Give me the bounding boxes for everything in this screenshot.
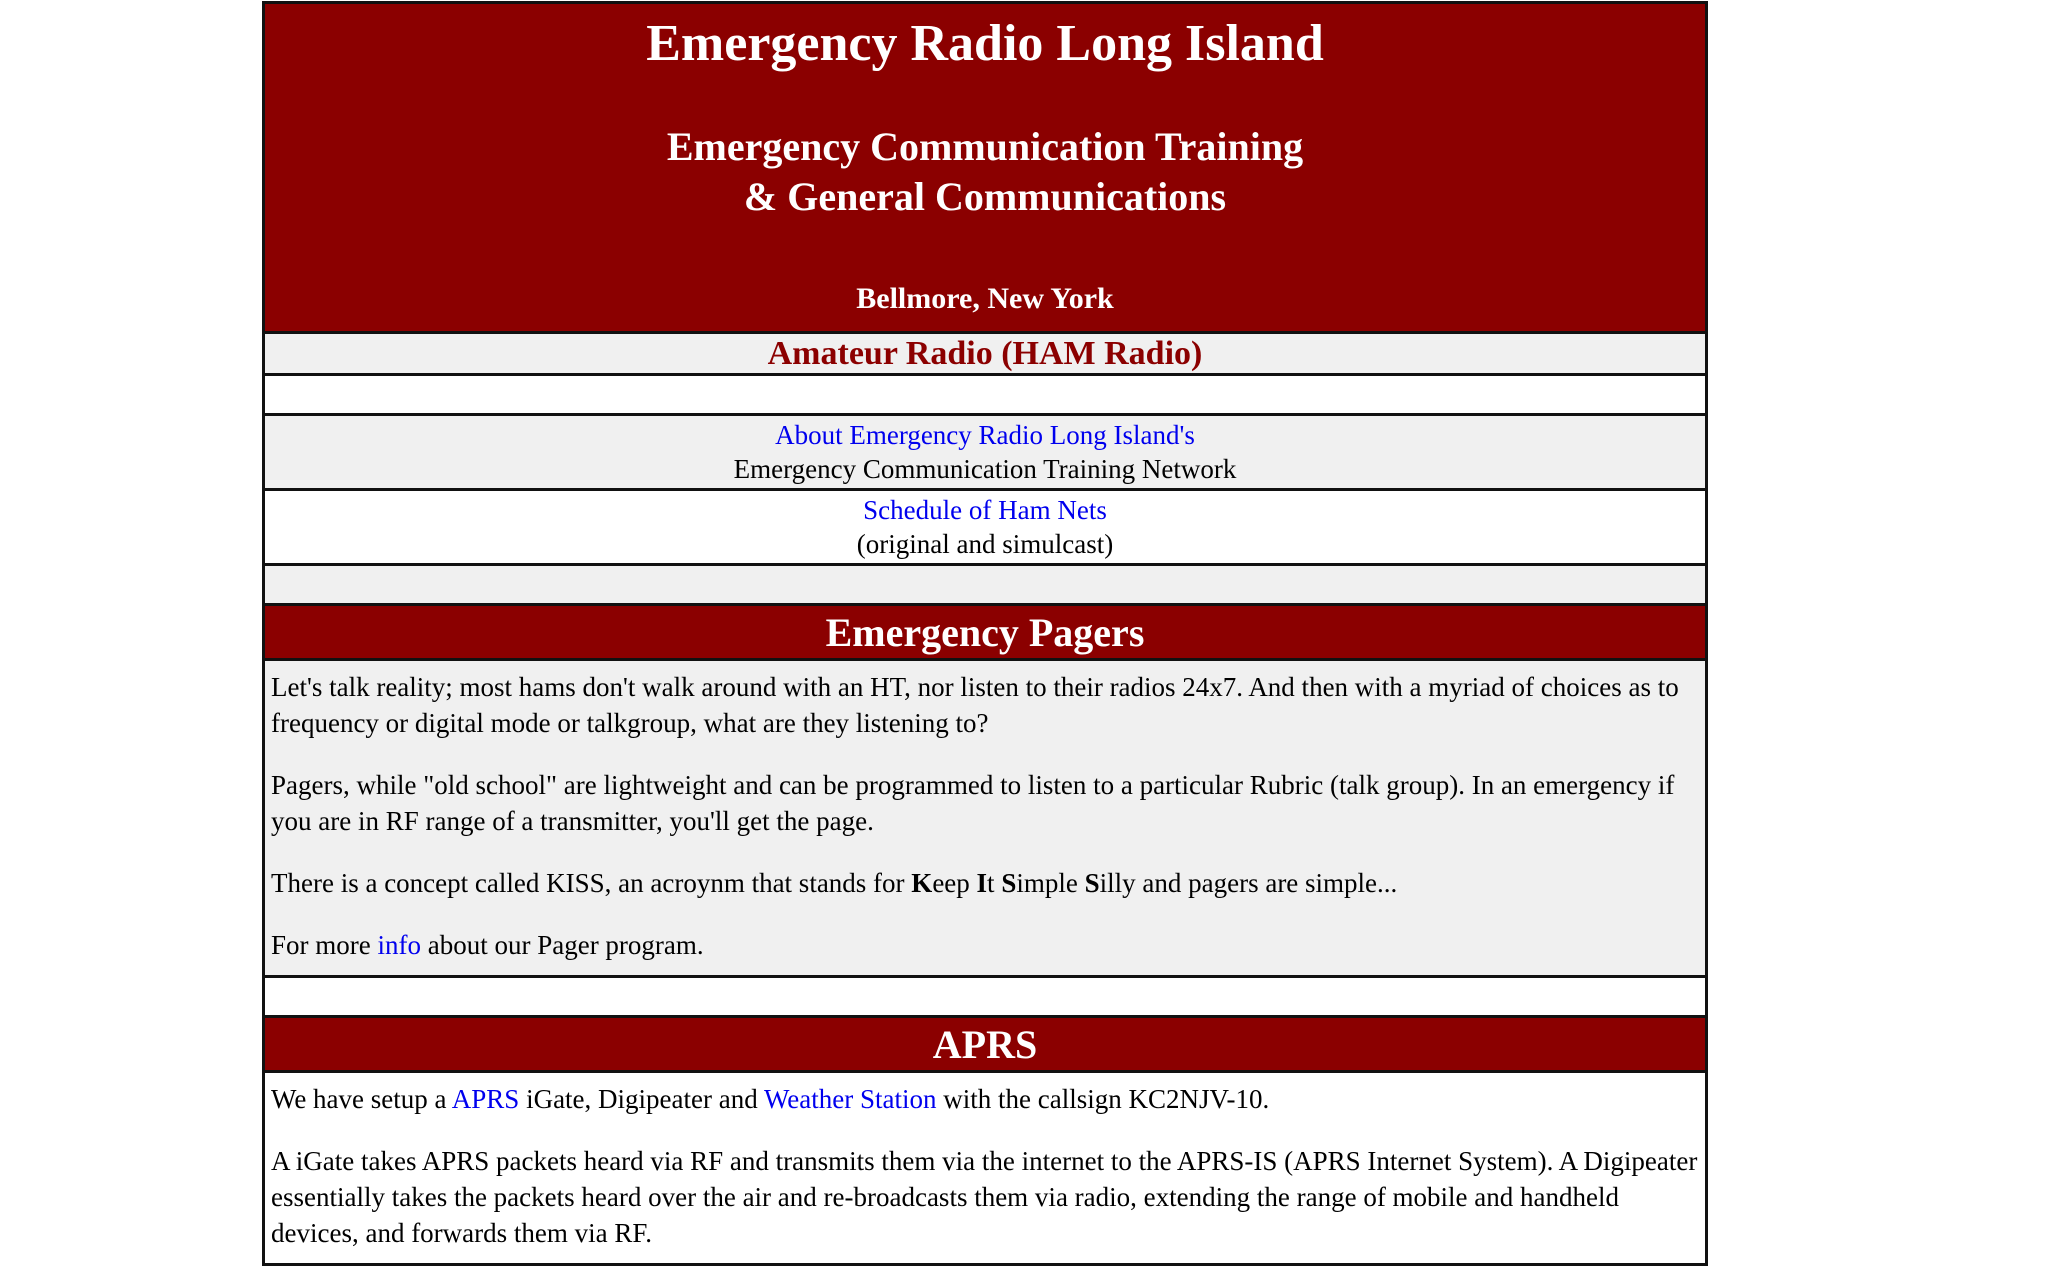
text-run: For more <box>271 930 378 960</box>
emergency-pagers-heading-cell <box>264 605 1707 660</box>
text-run: We have setup a <box>271 1084 452 1114</box>
schedule-subtext: (original and simulcast) <box>856 529 1114 559</box>
banner-row <box>264 3 1707 333</box>
aprs-heading: APRS <box>932 1021 1038 1067</box>
bold-text: K <box>911 868 933 898</box>
amateur-radio-heading: Amateur Radio (HAM Radio) <box>767 334 1203 372</box>
paragraph <box>271 1081 1699 1117</box>
bold-text: S <box>1084 868 1100 898</box>
about-cell <box>264 415 1707 490</box>
site-banner <box>264 3 1707 333</box>
aprs-heading-cell <box>264 1017 1707 1072</box>
emergency-pagers-heading-row <box>264 605 1707 660</box>
subtitle-line2: & General Communications <box>743 174 1227 219</box>
spacer-cell <box>264 977 1707 1017</box>
spacer-cell <box>264 375 1707 415</box>
text-run: t <box>987 868 1002 898</box>
aprs-body-row <box>264 1072 1707 1265</box>
aprs-link[interactable]: APRS <box>451 1084 520 1114</box>
spacer-row-3 <box>264 977 1707 1017</box>
text-run: eep <box>932 868 977 898</box>
paragraph <box>271 1143 1699 1251</box>
site-location: Bellmore, New York <box>856 282 1114 315</box>
paragraph <box>271 865 1699 901</box>
text-run: There is a concept called KISS, an acroynm that stands for <box>271 868 912 898</box>
main-table <box>262 1 1708 1266</box>
aprs-body <box>264 1072 1707 1265</box>
text-run: illy and pagers are simple... <box>1099 868 1398 898</box>
about-row <box>264 415 1707 490</box>
amateur-radio-heading-cell <box>264 333 1707 375</box>
site-subtitle <box>265 122 1705 222</box>
schedule-cell <box>264 490 1707 565</box>
paragraph <box>271 767 1699 839</box>
text-run: about our Pager program. <box>420 930 704 960</box>
text-run: imple <box>1016 868 1085 898</box>
paragraph <box>271 669 1699 741</box>
about-erli-subtext: Emergency Communication Training Network <box>733 454 1237 484</box>
about-erli-link[interactable]: About Emergency Radio Long Island's <box>775 420 1195 450</box>
weather-station-link[interactable]: Weather Station <box>763 1084 937 1114</box>
bold-text: S <box>1001 868 1017 898</box>
subtitle-line1: Emergency Communication Training <box>666 124 1304 169</box>
pager-info-link[interactable]: info <box>377 930 421 960</box>
amateur-radio-heading-row <box>264 333 1707 375</box>
spacer-cell <box>264 565 1707 605</box>
schedule-row <box>264 490 1707 565</box>
emergency-pagers-heading: Emergency Pagers <box>825 609 1145 655</box>
text-run: Let's talk reality; most hams don't walk around with an HT, nor listen to their radios 24x7. And then with a myriad of choices as to frequency or digital mode or talkgroup, what are they listening to? <box>271 672 1679 738</box>
spacer-row-1 <box>264 375 1707 415</box>
text-run: A iGate takes APRS packets heard via RF and transmits them via the internet to the APRS-IS (APRS Internet System). A Digipeater essentially takes the packets heard over the air and re-broadcasts them via radio, extending the range of mobile and handheld devices, and forwards them via RF. <box>271 1146 1698 1248</box>
text-run: Pagers, while "old school" are lightweight and can be programmed to listen to a particular Rubric (talk group). In an emergency if you are in RF range of a transmitter, you'll get the page. <box>271 770 1675 836</box>
spacer-row-2 <box>264 565 1707 605</box>
schedule-of-ham-nets-link[interactable]: Schedule of Ham Nets <box>863 495 1107 525</box>
aprs-heading-row <box>264 1017 1707 1072</box>
paragraph <box>271 927 1699 963</box>
text-run: with the callsign KC2NJV-10. <box>936 1084 1270 1114</box>
site-title: Emergency Radio Long Island <box>646 15 1324 72</box>
emergency-pagers-body <box>264 660 1707 977</box>
bold-text: I <box>976 868 988 898</box>
text-run: iGate, Digipeater and <box>519 1084 764 1114</box>
emergency-pagers-body-row <box>264 660 1707 977</box>
